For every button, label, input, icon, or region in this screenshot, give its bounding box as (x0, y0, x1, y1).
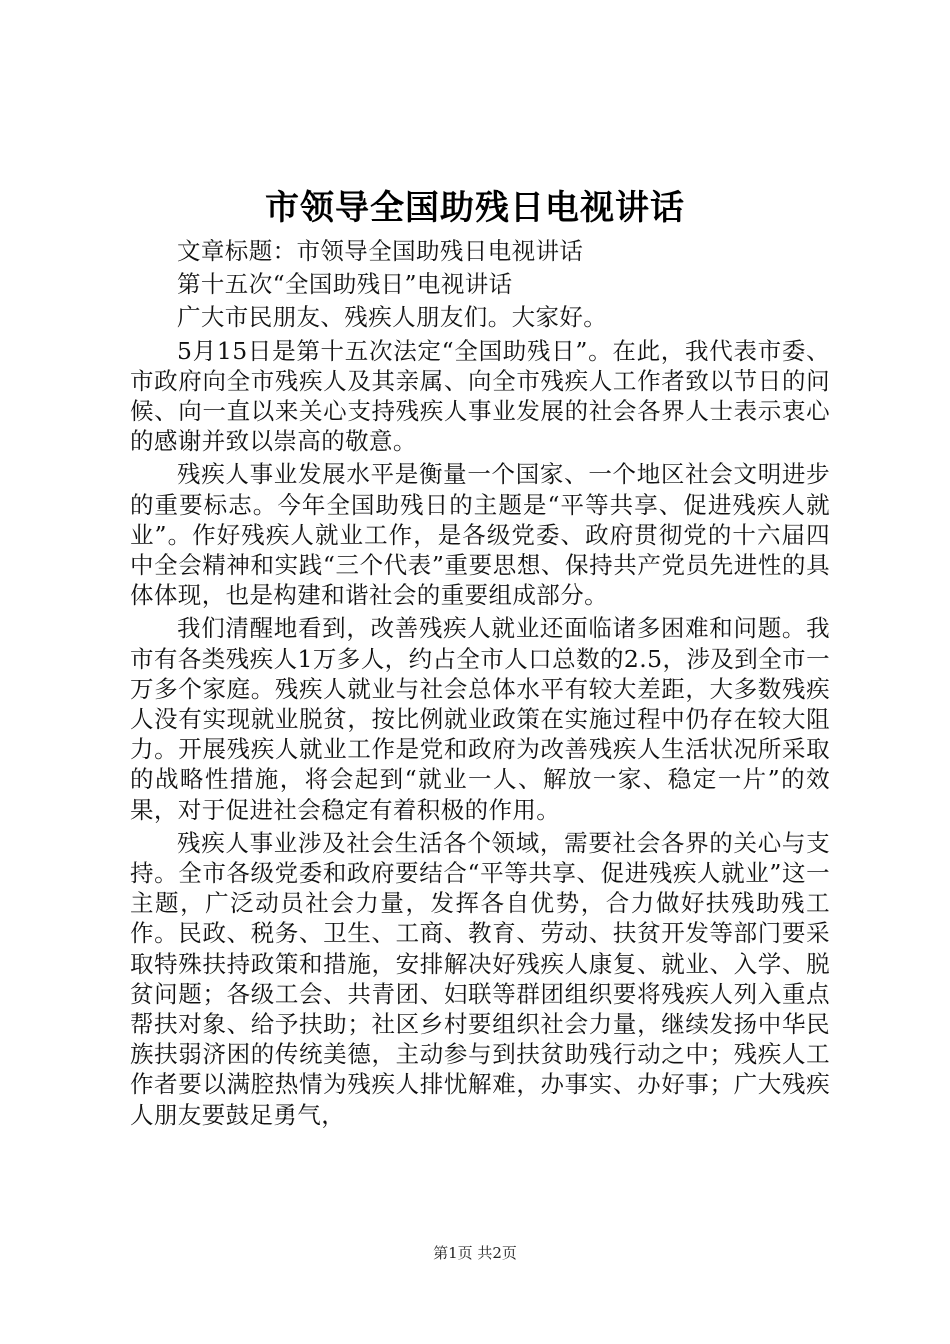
paragraph-1: 5月15日是第十五次法定“全国助残日”。在此，我代表市委、市政府向全市残疾人及其亲属、向全市残疾人工作者致以节日的问候、向一直以来关心支持残疾人事业发展的社会各界人士表示衷心的感谢并致以崇高的敬意。 (130, 336, 830, 456)
page-number-footer: 第1页 共2页 (433, 1244, 517, 1262)
document-title: 市领导全国助残日电视讲话 (265, 188, 685, 228)
paragraph-greeting: 广大市民朋友、残疾人朋友们。大家好。 (177, 303, 608, 332)
paragraph-2: 残疾人事业发展水平是衡量一个国家、一个地区社会文明进步的重要标志。今年全国助残日的主题是“平等共享、促进残疾人就业”。作好残疾人就业工作，是各级党委、政府贯彻党的十六届四中全会精神和实践“三个代表”重要思想、保持共产党员先进性的具体体现，也是构建和谐社会的重要组成部分。 (130, 460, 830, 610)
paragraph-speech-heading: 第十五次“全国助残日”电视讲话 (177, 270, 513, 299)
paragraph-3: 我们清醒地看到，改善残疾人就业还面临诸多困难和问题。我市有各类残疾人1万多人，约占全市人口总数的2.5，涉及到全市一万多个家庭。残疾人就业与社会总体水平有较大差距，大多数残疾人没有实现就业脱贫，按比例就业政策在实施过程中仍存在较大阻力。开展残疾人就业工作是党和政府为改善残疾人生活状况所采取的战略性措施，将会起到“就业一人、解放一家、稳定一片”的效果，对于促进社会稳定有着积极的作用。 (130, 614, 830, 824)
paragraph-4: 残疾人事业涉及社会生活各个领域，需要社会各界的关心与支持。全市各级党委和政府要结合“平等共享、促进残疾人就业”这一主题，广泛动员社会力量，发挥各自优势，合力做好扶残助残工作。民政、税务、卫生、工商、教育、劳动、扶贫开发等部门要采取特殊扶持政策和措施，安排解决好残疾人康复、就业、入学、脱贫问题；各级工会、共青团、妇联等群团组织要将残疾人列入重点帮扶对象、给予扶助；社区乡村要组织社会力量，继续发扬中华民族扶弱济困的传统美德，主动参与到扶贫助残行动之中；残疾人工作者要以满腔热情为残疾人排忧解难，办事实、办好事；广大残疾人朋友要鼓足勇气， (130, 828, 830, 1129)
document-body (130, 236, 830, 1133)
paragraph-article-title: 文章标题：市领导全国助残日电视讲话 (177, 237, 584, 265)
